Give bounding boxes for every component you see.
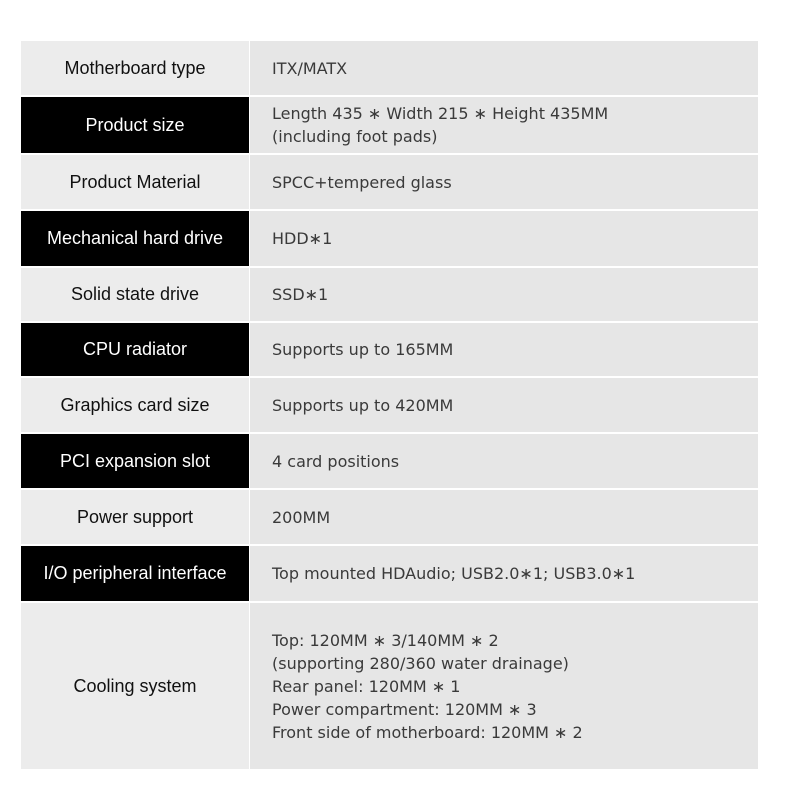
spec-row-io-peripheral-interface — [21, 546, 758, 601]
spec-row-product-size — [21, 97, 758, 153]
spec-label: Cooling system — [21, 603, 249, 769]
spec-label: CPU radiator — [21, 323, 249, 376]
spec-label: Mechanical hard drive — [21, 211, 249, 266]
spec-label: Solid state drive — [21, 268, 249, 321]
spec-label: PCI expansion slot — [21, 434, 249, 488]
spec-label: Motherboard type — [21, 41, 249, 95]
spec-value: Length 435 ∗ Width 215 ∗ Height 435MM (including foot pads) — [250, 97, 758, 153]
spec-value: Top mounted HDAudio; USB2.0∗1; USB3.0∗1 — [250, 546, 758, 601]
spec-value: Supports up to 420MM — [250, 378, 758, 432]
spec-value: ITX/MATX — [250, 41, 758, 95]
spec-value: SPCC+tempered glass — [250, 155, 758, 209]
spec-label: I/O peripheral interface — [21, 546, 249, 601]
spec-row-pci-expansion-slot — [21, 434, 758, 488]
spec-label: Product size — [21, 97, 249, 153]
spec-label: Product Material — [21, 155, 249, 209]
spec-row-cpu-radiator — [21, 323, 758, 376]
spec-value: 200MM — [250, 490, 758, 544]
spec-row-cooling-system — [21, 603, 758, 769]
spec-row-power-support — [21, 490, 758, 544]
spec-row-product-material — [21, 155, 758, 209]
spec-row-graphics-card-size — [21, 378, 758, 432]
spec-row-motherboard-type — [21, 41, 758, 95]
spec-value: SSD∗1 — [250, 268, 758, 321]
spec-value: 4 card positions — [250, 434, 758, 488]
spec-row-mechanical-hard-drive — [21, 211, 758, 266]
spec-label: Graphics card size — [21, 378, 249, 432]
spec-label: Power support — [21, 490, 249, 544]
spec-table — [21, 41, 758, 769]
spec-value: Top: 120MM ∗ 3/140MM ∗ 2 (supporting 280/360 water drainage) Rear panel: 120MM ∗ 1 Power compartment: 120MM ∗ 3 Front side of motherboard: 120MM ∗ 2 — [250, 603, 758, 769]
spec-row-solid-state-drive — [21, 268, 758, 321]
spec-value: HDD∗1 — [250, 211, 758, 266]
spec-value: Supports up to 165MM — [250, 323, 758, 376]
